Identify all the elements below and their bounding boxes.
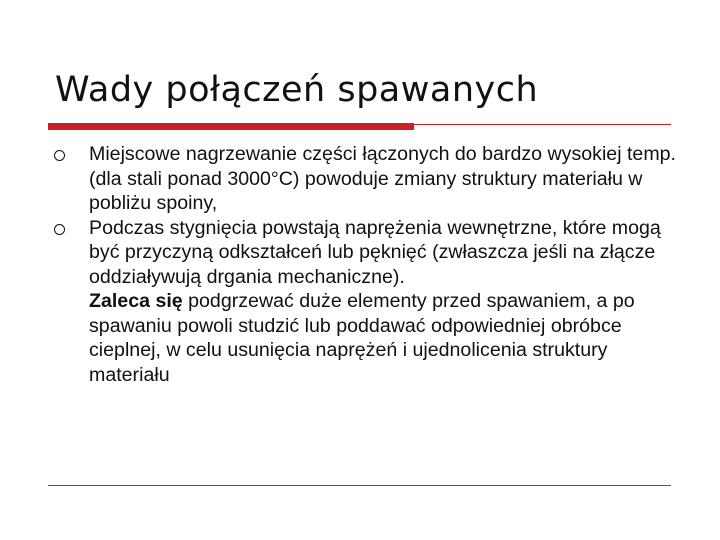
footer-divider-line: [48, 485, 671, 486]
slide-title: Wady połączeń spawanych: [55, 70, 539, 110]
bullet-text: Miejscowe nagrzewanie części łączonych do bardzo wysokiej temp. (dla stali ponad 3000°C) powoduje zmiany struktury materiału w pobliżu spoiny,: [89, 143, 676, 214]
hollow-circle-bullet-icon: [54, 224, 65, 235]
recommendation-emphasis: Zaleca się: [89, 290, 183, 312]
bullet-item: [52, 142, 692, 216]
bullet-item: [52, 216, 692, 388]
bullet-text: Podczas stygnięcia powstają naprężenia wewnętrzne, które mogą być przyczyną odkształceń lub pęknięć (zwłaszcza jeśli na złącze oddziaływują drgania mechaniczne).: [89, 216, 661, 288]
hollow-circle-bullet-icon: [54, 150, 65, 161]
bullet-list: [52, 142, 692, 387]
recommendation-line: [89, 289, 692, 387]
title-accent-bar: [48, 123, 414, 130]
recommendation-text: podgrzewać duże elementy przed spawaniem, a po spawaniu powoli studzić lub poddawać odpowiedniej obróbce cieplnej, w celu usunięcia naprężeń i ujednolicenia struktury materiału: [89, 290, 635, 386]
